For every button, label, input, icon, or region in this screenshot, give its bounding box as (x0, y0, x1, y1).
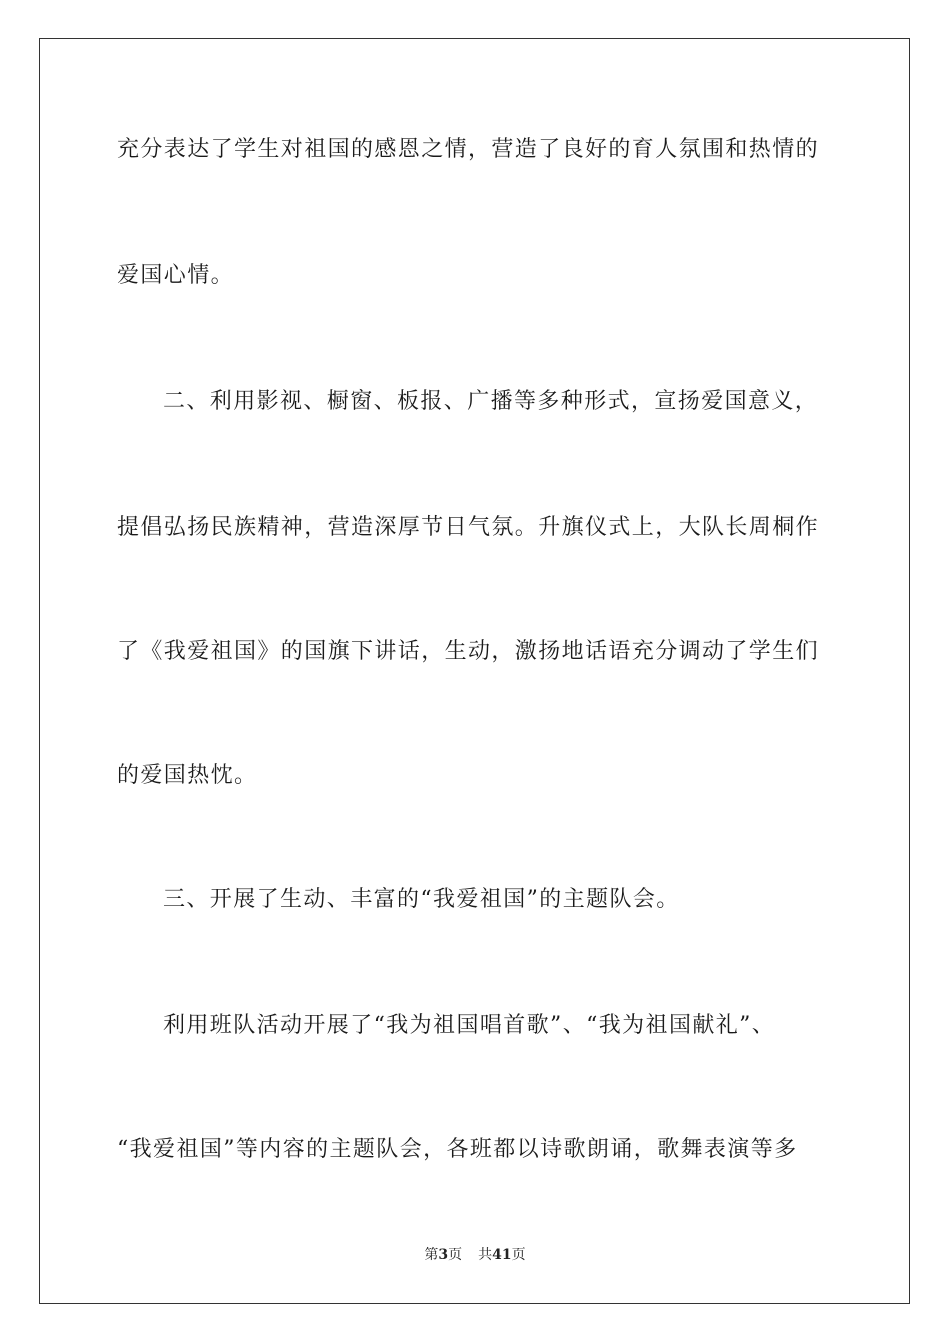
page-number: 3 (438, 1247, 449, 1263)
page-prefix: 第 (424, 1247, 439, 1263)
total-prefix: 共 (478, 1247, 493, 1263)
text-line-1: 充分表达了学生对祖国的感恩之情，营造了良好的育人氛围和热情的 (117, 137, 820, 162)
text-line-7: 三、开展了生动、丰富的“我爱祖国”的主题队会。 (163, 887, 680, 912)
text-line-8: 利用班队活动开展了“我为祖国唱首歌”、“我为祖国献礼”、 (163, 1013, 776, 1038)
total-pages: 41 (492, 1247, 512, 1263)
total-suffix: 页 (511, 1247, 526, 1263)
page-footer (0, 1246, 950, 1264)
text-line-3: 二、利用影视、橱窗、板报、广播等多种形式，宣扬爱国意义， (163, 389, 819, 414)
text-line-6: 的爱国热忱。 (117, 763, 258, 788)
page-frame (39, 38, 910, 1304)
text-line-4: 提倡弘扬民族精神，营造深厚节日气氛。升旗仪式上，大队长周桐作 (117, 515, 820, 540)
text-line-9: “我爱祖国”等内容的主题队会，各班都以诗歌朗诵，歌舞表演等多 (117, 1137, 798, 1162)
page-suffix: 页 (448, 1247, 463, 1263)
text-line-5: 了《我爱祖国》的国旗下讲话，生动，激扬地话语充分调动了学生们 (117, 639, 820, 664)
text-line-2: 爱国心情。 (117, 263, 235, 288)
